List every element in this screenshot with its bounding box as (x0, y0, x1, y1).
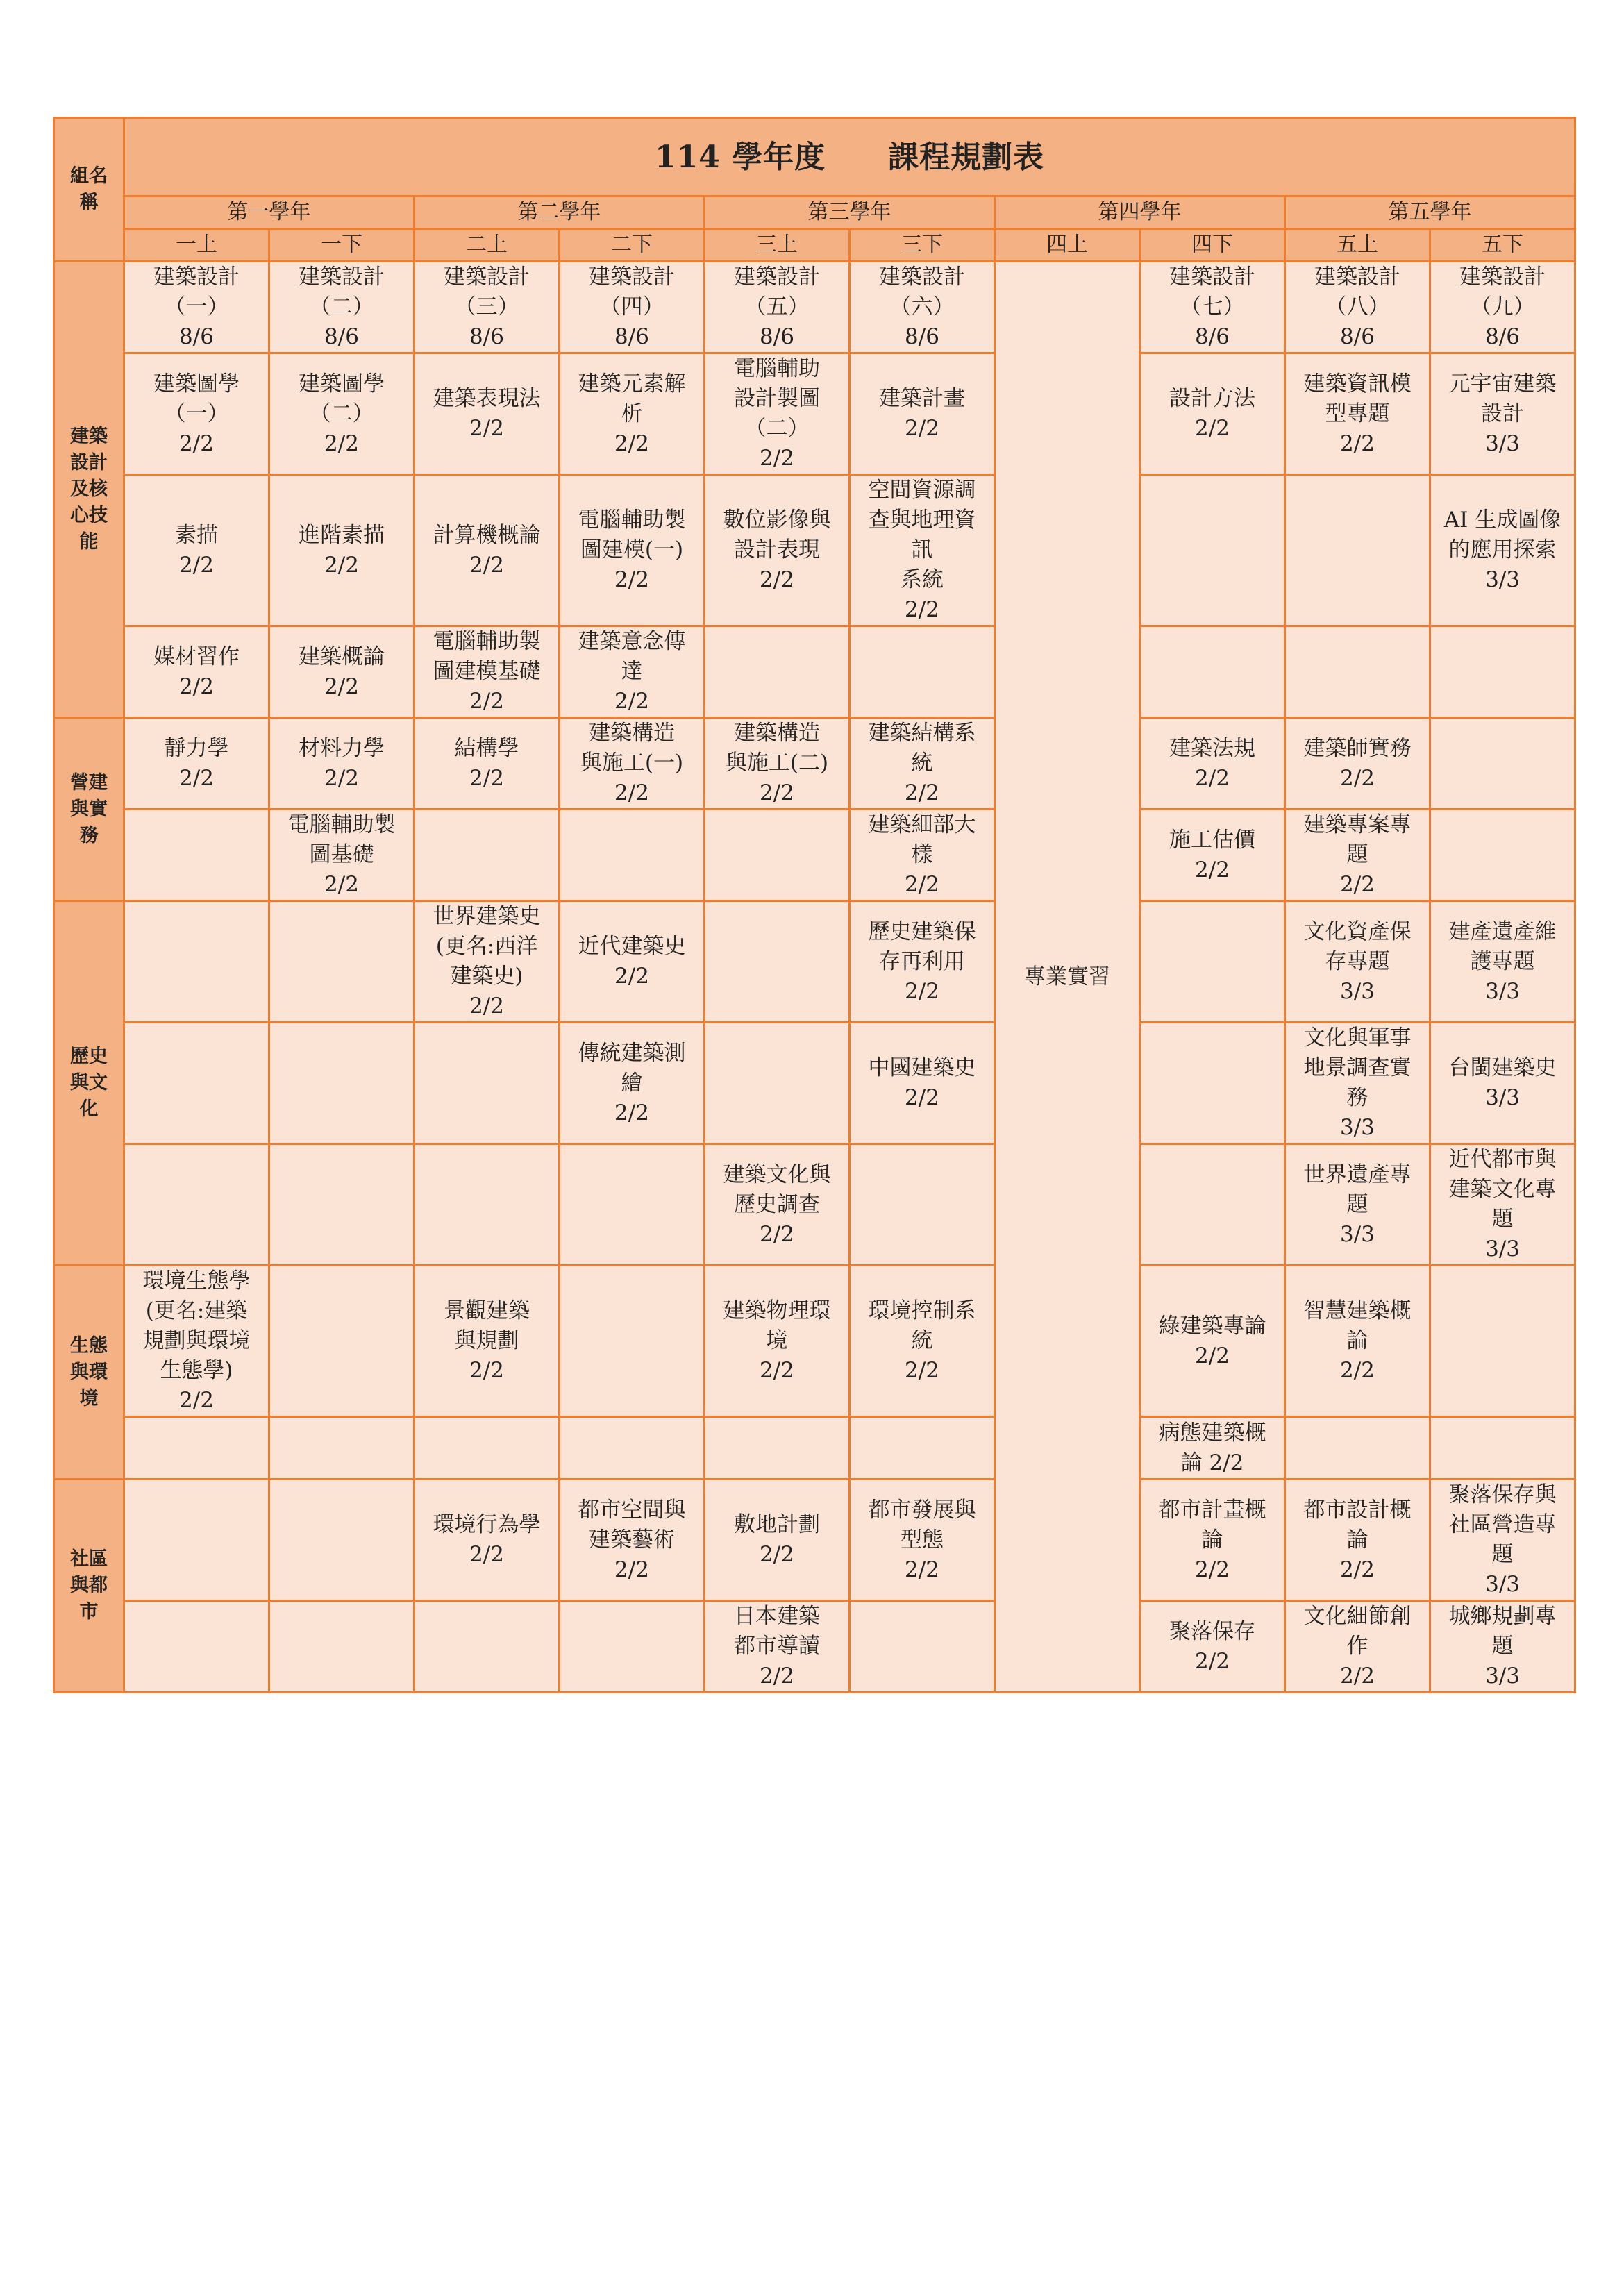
course-cell (1140, 901, 1285, 1023)
course-cell: 元宇宙建築 設計 3/3 (1430, 353, 1575, 475)
course-cell: 歷史建築保 存再利用 2/2 (850, 901, 995, 1023)
course-cell: 近代建築史 2/2 (560, 901, 705, 1023)
semester-header: 一下 (269, 229, 415, 262)
course-cell (1285, 626, 1430, 718)
course-cell (415, 810, 560, 901)
course-cell: 近代都市與 建築文化專 題 3/3 (1430, 1144, 1575, 1266)
course-cell: 文化資產保 存專題 3/3 (1285, 901, 1430, 1023)
course-cell (269, 1144, 415, 1266)
table-row (54, 1417, 1575, 1480)
course-cell: 建築圖學 （一） 2/2 (124, 353, 269, 475)
course-cell: 媒材習作 2/2 (124, 626, 269, 718)
course-cell: 材料力學 2/2 (269, 718, 415, 810)
course-cell: 環境控制系 統 2/2 (850, 1266, 995, 1417)
page-title: 114 學年度 課程規劃表 (124, 118, 1575, 196)
course-cell: 建築結構系 統 2/2 (850, 718, 995, 810)
group-label: 歷史 與文 化 (54, 901, 124, 1266)
course-cell: 建築師實務 2/2 (1285, 718, 1430, 810)
course-cell: 建築細部大 樣 2/2 (850, 810, 995, 901)
semester-header: 三下 (850, 229, 995, 262)
course-cell: 建築專案專 題 2/2 (1285, 810, 1430, 901)
course-cell (124, 1023, 269, 1144)
course-cell (415, 1601, 560, 1693)
course-cell (269, 1417, 415, 1480)
corner-label: 組名 稱 (54, 118, 124, 262)
semester-header: 二下 (560, 229, 705, 262)
course-cell: 建築構造 與施工(二) 2/2 (705, 718, 850, 810)
table-row (54, 1023, 1575, 1144)
table-row (54, 626, 1575, 718)
group-label: 建築 設計 及核 心技 能 (54, 262, 124, 718)
course-cell: 都市計畫概 論 2/2 (1140, 1480, 1285, 1601)
internship-cell: 專業實習 (995, 262, 1140, 1693)
course-cell (1285, 475, 1430, 626)
course-cell: 建築設計 （八） 8/6 (1285, 262, 1430, 353)
course-cell: 都市發展與 型態 2/2 (850, 1480, 995, 1601)
course-cell (850, 626, 995, 718)
course-cell: 台閩建築史 3/3 (1430, 1023, 1575, 1144)
course-cell: 景觀建築 與規劃 2/2 (415, 1266, 560, 1417)
course-cell: 智慧建築概 論 2/2 (1285, 1266, 1430, 1417)
course-cell: 環境行為學 2/2 (415, 1480, 560, 1601)
table-row (54, 1266, 1575, 1417)
course-cell: 建築設計 （三） 8/6 (415, 262, 560, 353)
course-cell: 建築元素解 析 2/2 (560, 353, 705, 475)
course-cell (1140, 475, 1285, 626)
course-cell: 建築計畫 2/2 (850, 353, 995, 475)
course-cell: 進階素描 2/2 (269, 475, 415, 626)
semester-header: 五下 (1430, 229, 1575, 262)
course-cell: 建築物理環 境 2/2 (705, 1266, 850, 1417)
course-cell: 施工估價 2/2 (1140, 810, 1285, 901)
semester-header: 四下 (1140, 229, 1285, 262)
course-cell: 建築法規 2/2 (1140, 718, 1285, 810)
course-cell (269, 1023, 415, 1144)
semester-header: 四上 (995, 229, 1140, 262)
year-header: 第二學年 (415, 196, 705, 229)
course-cell: 計算機概論 2/2 (415, 475, 560, 626)
course-cell: 世界建築史 (更名:西洋 建築史) 2/2 (415, 901, 560, 1023)
course-cell: 聚落保存與 社區營造專 題 3/3 (1430, 1480, 1575, 1601)
course-cell (1140, 1144, 1285, 1266)
course-cell: 靜力學 2/2 (124, 718, 269, 810)
course-cell (850, 1417, 995, 1480)
course-cell: 綠建築專論 2/2 (1140, 1266, 1285, 1417)
course-cell: 環境生態學 (更名:建築 規劃與環境 生態學) 2/2 (124, 1266, 269, 1417)
semester-header: 二上 (415, 229, 560, 262)
course-cell (1140, 626, 1285, 718)
course-cell: 建築意念傳 達 2/2 (560, 626, 705, 718)
course-cell: 建產遺產維 護專題 3/3 (1430, 901, 1575, 1023)
course-cell: 建築設計 （六） 8/6 (850, 262, 995, 353)
course-cell (269, 1601, 415, 1693)
group-label: 營建 與實 務 (54, 718, 124, 901)
course-cell (1430, 1266, 1575, 1417)
table-row (54, 810, 1575, 901)
year-header: 第三學年 (705, 196, 995, 229)
course-cell (1430, 718, 1575, 810)
course-cell: AI 生成圖像 的應用探索 3/3 (1430, 475, 1575, 626)
course-cell (1140, 1023, 1285, 1144)
course-cell (269, 901, 415, 1023)
course-cell (705, 810, 850, 901)
course-cell (705, 901, 850, 1023)
course-cell: 建築文化與 歷史調查 2/2 (705, 1144, 850, 1266)
course-cell: 素描 2/2 (124, 475, 269, 626)
course-cell: 城鄉規劃專 題 3/3 (1430, 1601, 1575, 1693)
course-cell: 建築設計 （九） 8/6 (1430, 262, 1575, 353)
course-cell: 都市設計概 論 2/2 (1285, 1480, 1430, 1601)
course-cell: 建築表現法 2/2 (415, 353, 560, 475)
course-cell: 日本建築 都市導讀 2/2 (705, 1601, 850, 1693)
course-cell: 數位影像與 設計表現 2/2 (705, 475, 850, 626)
year-header: 第一學年 (124, 196, 415, 229)
year-header: 第四學年 (995, 196, 1285, 229)
course-cell: 病態建築概 論 2/2 (1140, 1417, 1285, 1480)
course-cell (124, 1144, 269, 1266)
course-cell: 建築設計 （二） 8/6 (269, 262, 415, 353)
table-row (54, 901, 1575, 1023)
course-cell: 空間資源調 查與地理資 訊 系統 2/2 (850, 475, 995, 626)
course-cell (1285, 1417, 1430, 1480)
course-cell: 建築設計 （七） 8/6 (1140, 262, 1285, 353)
group-label: 生態 與環 境 (54, 1266, 124, 1480)
course-cell (560, 810, 705, 901)
course-cell: 建築圖學 （二） 2/2 (269, 353, 415, 475)
course-cell (124, 810, 269, 901)
course-cell (850, 1144, 995, 1266)
table-row (54, 1144, 1575, 1266)
table-row (54, 1480, 1575, 1601)
course-cell: 文化與軍事 地景調查實 務 3/3 (1285, 1023, 1430, 1144)
year-header: 第五學年 (1285, 196, 1575, 229)
course-cell (124, 1417, 269, 1480)
course-cell: 電腦輔助製 圖建模基礎 2/2 (415, 626, 560, 718)
course-cell (705, 1417, 850, 1480)
curriculum-table (53, 117, 1576, 1693)
course-cell (269, 1480, 415, 1601)
course-cell (705, 626, 850, 718)
course-cell: 聚落保存 2/2 (1140, 1601, 1285, 1693)
course-cell: 敷地計劃 2/2 (705, 1480, 850, 1601)
course-cell (124, 1601, 269, 1693)
course-cell (560, 1417, 705, 1480)
course-cell (269, 1266, 415, 1417)
course-cell (560, 1144, 705, 1266)
course-cell: 電腦輔助製 圖建模(一) 2/2 (560, 475, 705, 626)
semester-header: 一上 (124, 229, 269, 262)
table-row (54, 353, 1575, 475)
course-cell: 世界遺產專 題 3/3 (1285, 1144, 1430, 1266)
semester-header: 五上 (1285, 229, 1430, 262)
course-cell: 建築構造 與施工(一) 2/2 (560, 718, 705, 810)
course-cell (705, 1023, 850, 1144)
course-cell (124, 901, 269, 1023)
course-cell: 建築設計 （四） 8/6 (560, 262, 705, 353)
table-row (54, 718, 1575, 810)
course-cell (850, 1601, 995, 1693)
course-cell (560, 1601, 705, 1693)
course-cell (124, 1480, 269, 1601)
course-cell: 都市空間與 建築藝術 2/2 (560, 1480, 705, 1601)
table-row (54, 475, 1575, 626)
course-cell (1430, 1417, 1575, 1480)
course-cell (560, 1266, 705, 1417)
course-cell: 文化細節創 作 2/2 (1285, 1601, 1430, 1693)
table-row (54, 262, 1575, 353)
course-cell (415, 1144, 560, 1266)
table-row (54, 1601, 1575, 1693)
course-cell: 電腦輔助 設計製圖 （二） 2/2 (705, 353, 850, 475)
course-cell: 建築設計 （五） 8/6 (705, 262, 850, 353)
course-cell: 建築概論 2/2 (269, 626, 415, 718)
course-cell: 結構學 2/2 (415, 718, 560, 810)
semester-header: 三上 (705, 229, 850, 262)
course-cell: 建築設計 （一） 8/6 (124, 262, 269, 353)
course-cell: 電腦輔助製 圖基礎 2/2 (269, 810, 415, 901)
course-cell (415, 1023, 560, 1144)
course-cell: 中國建築史 2/2 (850, 1023, 995, 1144)
group-label: 社區 與都 市 (54, 1480, 124, 1693)
course-cell: 建築資訊模 型專題 2/2 (1285, 353, 1430, 475)
course-cell (1430, 626, 1575, 718)
course-cell (1430, 810, 1575, 901)
course-cell: 設計方法 2/2 (1140, 353, 1285, 475)
course-cell: 傳統建築測 繪 2/2 (560, 1023, 705, 1144)
course-cell (415, 1417, 560, 1480)
